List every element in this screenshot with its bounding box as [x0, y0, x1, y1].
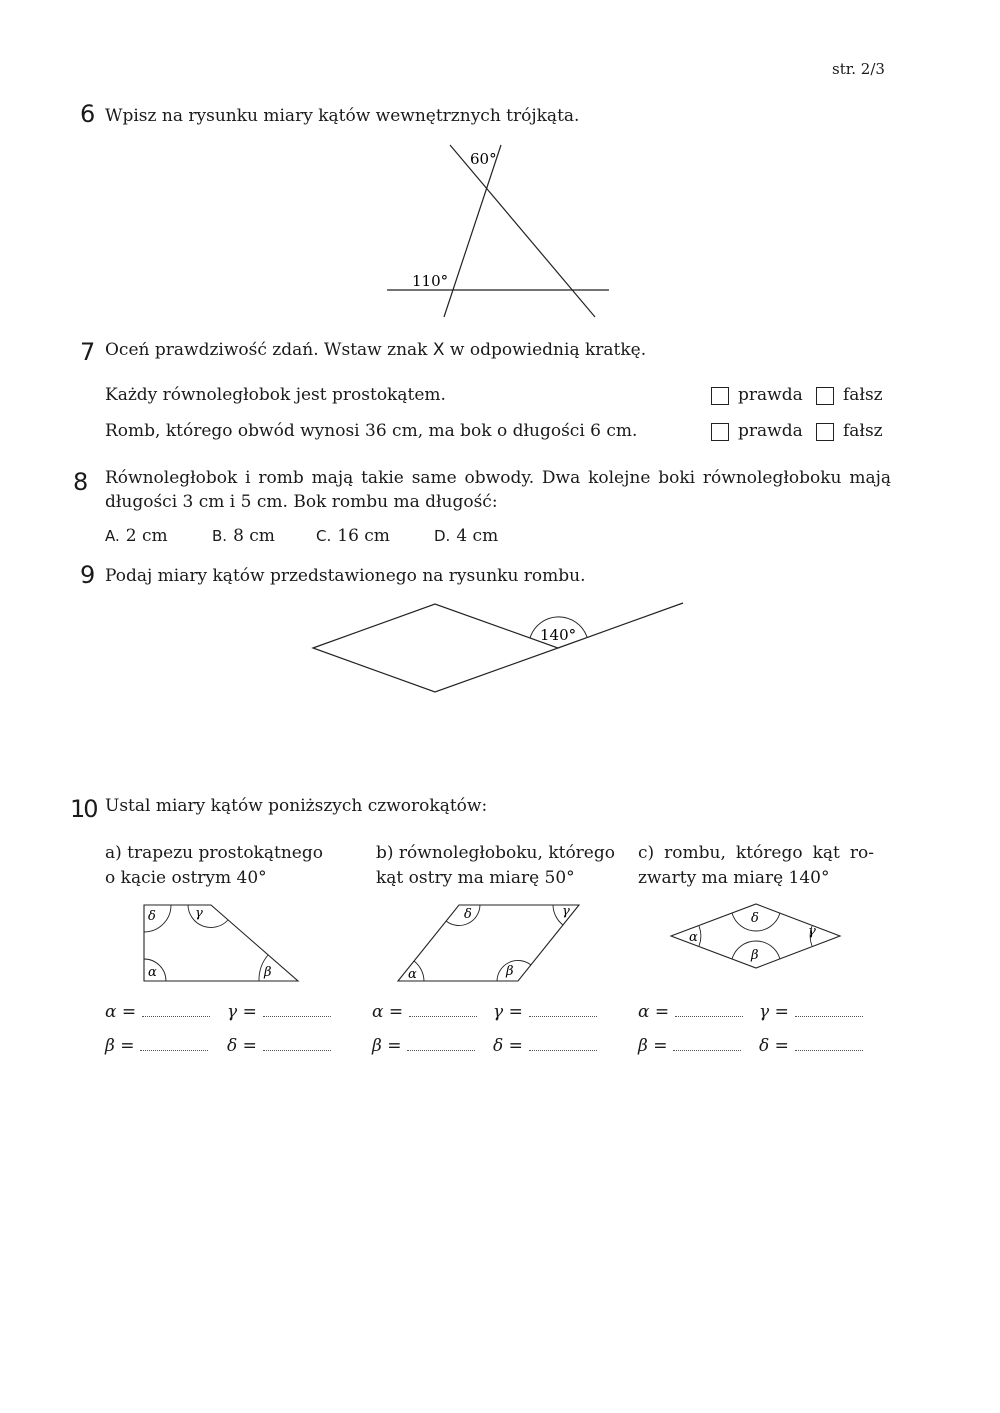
rhombus-gamma: γ	[808, 924, 816, 939]
q6-angle-left: 110°	[412, 272, 449, 290]
q10c-beta-answer[interactable]: β =	[638, 1036, 741, 1056]
q7-s1-true-checkbox[interactable]	[711, 387, 729, 405]
q10-rhombus-figure	[665, 898, 845, 978]
q8-text-line2: długości 3 cm i 5 cm. Bok rombu ma długość:	[105, 492, 498, 512]
trapezoid-gamma: γ	[195, 906, 203, 921]
rhombus-delta: δ	[751, 911, 759, 926]
q8-option-d[interactable]: D. 4 cm	[434, 526, 499, 546]
q10b-alpha-answer[interactable]: α =	[372, 1002, 477, 1022]
q7-s1-true-label: prawda	[738, 385, 803, 405]
q6-text: Wpisz na rysunku miary kątów wewnętrznych trójkąta.	[105, 106, 580, 126]
q10b-beta-answer[interactable]: β =	[372, 1036, 475, 1056]
parallelogram-shape	[398, 905, 579, 981]
q7-statement-1: Każdy równoległobok jest prostokątem.	[105, 385, 446, 405]
q7-statement-2: Romb, którego obwód wynosi 36 cm, ma bok o długości 6 cm.	[105, 421, 638, 441]
rhombus-alpha: α	[689, 930, 698, 945]
q10-part-c: c) rombu, którego kąt ro- zwarty ma miarę 140°	[638, 843, 874, 888]
q6-number: 6	[80, 100, 94, 128]
q9-rhombus-figure	[300, 595, 695, 700]
q10a-delta-answer[interactable]: δ =	[227, 1036, 331, 1056]
trapezoid-shape	[144, 905, 298, 981]
parallelogram-gamma: γ	[562, 904, 570, 919]
q10a-gamma-answer[interactable]: γ =	[227, 1002, 331, 1022]
q10-part-a: a) trapezu prostokątnego o kącie ostrym 40°	[105, 843, 323, 888]
q7-s1-false-checkbox[interactable]	[816, 387, 834, 405]
q7-s2-true-checkbox[interactable]	[711, 423, 729, 441]
q7-s1-false-label: fałsz	[843, 385, 883, 405]
q6-angle-top: 60°	[470, 150, 497, 168]
parallelogram-alpha: α	[408, 967, 417, 982]
q10-part-b: b) równoległoboku, którego kąt ostry ma miarę 50°	[376, 843, 615, 888]
q10-number: 10	[70, 795, 97, 823]
q6-triangle-figure	[380, 140, 620, 325]
q8-option-a[interactable]: A. 2 cm	[105, 526, 168, 546]
q10a-beta-answer[interactable]: β =	[105, 1036, 208, 1056]
q9-text: Podaj miary kątów przedstawionego na rysunku rombu.	[105, 566, 586, 586]
q8-number: 8	[73, 468, 87, 496]
q9-angle-label: 140°	[540, 626, 577, 644]
q7-s2-false-label: fałsz	[843, 421, 883, 441]
q10c-alpha-answer[interactable]: α =	[638, 1002, 743, 1022]
page-number: str. 2/3	[832, 60, 885, 78]
q9-extension-line	[558, 603, 683, 648]
trapezoid-delta: δ	[148, 909, 156, 924]
q8-text-line1: Równoległobok i romb mają takie same obwody. Dwa kolejne boki równoległoboku mają	[105, 468, 891, 488]
parallelogram-delta: δ	[464, 907, 472, 922]
q9-number: 9	[80, 561, 94, 589]
rhombus-beta: β	[751, 948, 759, 963]
q10a-alpha-answer[interactable]: α =	[105, 1002, 210, 1022]
q8-option-c[interactable]: C. 16 cm	[316, 526, 390, 546]
q6-line-right	[450, 145, 595, 317]
q7-s2-true-label: prawda	[738, 421, 803, 441]
x-mark: X	[432, 340, 445, 360]
q7-number: 7	[80, 338, 94, 366]
q10-text: Ustal miary kątów poniższych czworokątów:	[105, 796, 488, 816]
q9-rhombus	[313, 604, 558, 692]
q10c-gamma-answer[interactable]: γ =	[759, 1002, 863, 1022]
q10-trapezoid-figure	[138, 898, 308, 988]
q7-s2-false-checkbox[interactable]	[816, 423, 834, 441]
parallelogram-beta: β	[506, 964, 514, 979]
q10b-gamma-answer[interactable]: γ =	[493, 1002, 597, 1022]
q8-option-b[interactable]: B. 8 cm	[212, 526, 275, 546]
trapezoid-beta: β	[264, 965, 272, 980]
q7-text: Oceń prawdziwość zdań. Wstaw znak X w odpowiednią kratkę.	[105, 340, 647, 360]
q10c-delta-answer[interactable]: δ =	[759, 1036, 863, 1056]
trapezoid-alpha: α	[148, 965, 157, 980]
q10-parallelogram-figure	[392, 898, 587, 988]
q10b-delta-answer[interactable]: δ =	[493, 1036, 597, 1056]
